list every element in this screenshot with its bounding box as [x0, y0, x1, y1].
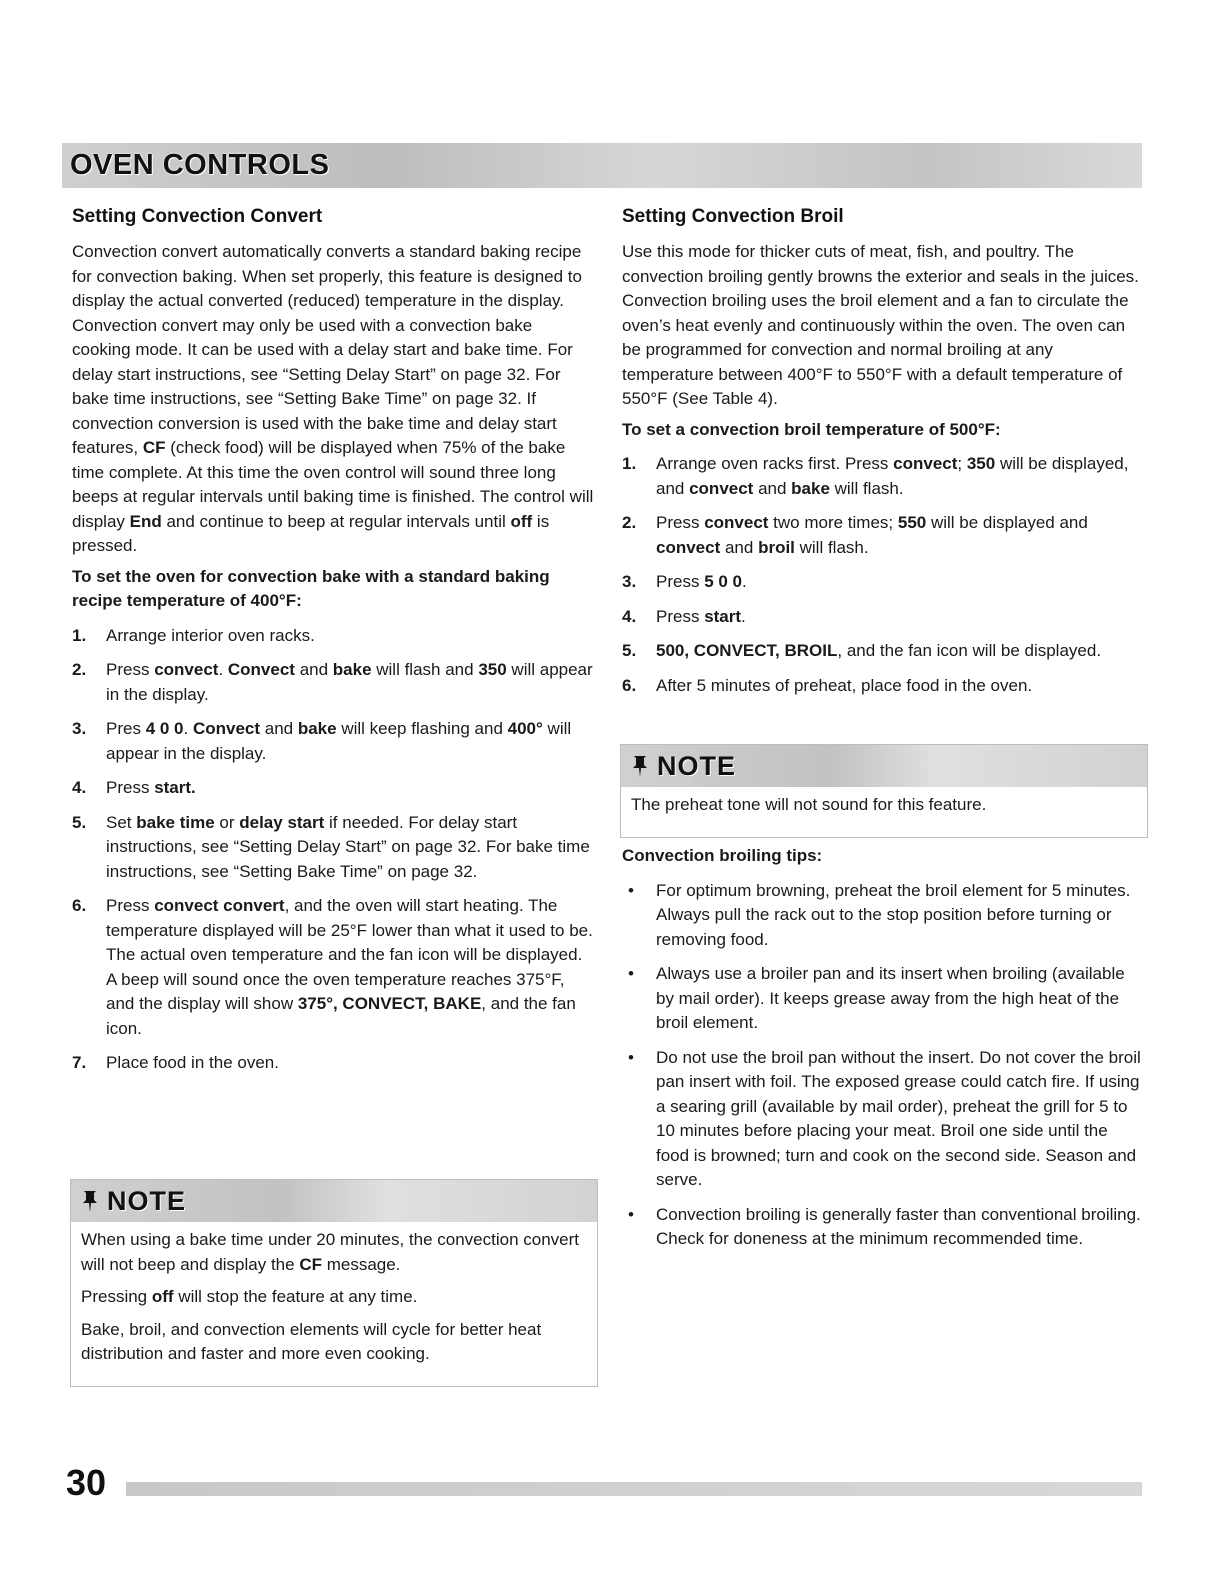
- bold-term: start.: [154, 778, 196, 797]
- tips-heading: Convection broiling tips:: [622, 846, 823, 865]
- list-item: 6. Press convect convert, and the oven will start heating. The temperature displayed will be 25°F lower than what it used to be. The actual oven temperature and the fan icon will be displayed. A beep will sound once the oven temperature reaches 375°F, and the display will show 375°, CONVECT, BAKE, and the fan icon.: [72, 896, 593, 1038]
- bold-term: off: [510, 511, 533, 531]
- step-number: 5.: [622, 641, 637, 660]
- convection-broil-intro: Use this mode for thicker cuts of meat, fish, and poultry. The convection broiling gently browns the exterior and seals in the juices. Convection broiling uses the broil element and a fan to circulate the oven’s heat evenly and continuously within the oven. The oven can be programmed for convection and normal broiling at any temperature between 400°F to 550°F with a default temperature of 550°F (See Table 4).: [622, 242, 1139, 408]
- bullet: •: [628, 964, 634, 983]
- convection-broil-subheading: To set a convection broil temperature of 500°F:: [622, 419, 1001, 439]
- list-item: 5. Set bake time or delay start if needed. For delay start instructions, see “Setting Delay Start” on page 32. For bake time instructions, see “Setting Bake Time” on page 32.: [72, 812, 590, 881]
- note-paragraph: The preheat tone will not sound for this feature.: [631, 795, 987, 814]
- step-number: 6.: [72, 896, 87, 915]
- note-title: NOTE: [107, 1186, 187, 1216]
- list-item: 5. 500, CONVECT, BROIL, and the fan icon will be displayed.: [622, 639, 1144, 664]
- left-column: [72, 206, 594, 1086]
- bullet: •: [628, 1047, 634, 1067]
- bold-term: delay start: [239, 812, 325, 832]
- bold-term: convect: [704, 513, 769, 532]
- list-item: 1. Arrange oven racks first. Press convect; 350 will be displayed, and convect and bake will flash.: [622, 454, 1129, 498]
- list-item: 4. Press start.: [72, 776, 594, 801]
- bold-term: End: [129, 511, 162, 531]
- note-pin-icon: [81, 1189, 99, 1213]
- step-number: 4.: [72, 778, 87, 797]
- convection-convert-subheading: To set the oven for convection bake with a standard baking recipe temperature of 400°F:: [72, 566, 550, 610]
- bold-term: Convect: [192, 719, 261, 738]
- list-item: • Do not use the broil pan without the insert. Do not cover the broil pan insert with foil. The exposed grease could catch fire. If using a searing grill (available by mail order), preheat the grill for 5 to 10 minutes before placing your meat. Broil one side until the food is browned; turn and cook on the second side. Season and serve.: [628, 1047, 1141, 1189]
- note-pin-icon: [631, 754, 649, 778]
- footer-bar: [126, 1482, 1142, 1496]
- convection-broil-steps: [622, 452, 1144, 698]
- step-number: 6.: [622, 675, 637, 695]
- convection-broil-note: [620, 744, 1148, 838]
- list-item: 3. Press 5 0 0.: [622, 570, 1144, 595]
- note-header: [621, 745, 1147, 787]
- bold-term: start: [704, 606, 742, 626]
- bold-term: 500, CONVECT, BROIL: [656, 641, 838, 660]
- right-column: [622, 206, 1144, 708]
- convection-convert-heading: Setting Convection Convert: [72, 206, 323, 227]
- bullet: •: [628, 1204, 634, 1224]
- bold-term: convect: [689, 478, 754, 498]
- convection-convert-steps: [72, 624, 594, 1076]
- step-number: 2.: [72, 660, 87, 679]
- step-number: 5.: [72, 812, 87, 832]
- bold-term: 5 0 0: [704, 572, 742, 591]
- list-item: 2. Press convect. Convect and bake will flash and 350 will appear in the display.: [72, 660, 593, 704]
- note-body: [621, 787, 1147, 834]
- list-item: 4. Press start.: [622, 605, 1144, 630]
- bold-term: convect: [154, 660, 219, 679]
- list-item: • Always use a broiler pan and its insert when broiling (available by mail order). It keeps grease away from the high heat of the broil element.: [628, 964, 1125, 1032]
- section-title: OVEN CONTROLS: [70, 149, 330, 181]
- bold-term: 375°, CONVECT, BAKE: [297, 994, 482, 1013]
- bold-term: broil: [758, 537, 795, 557]
- bold-term: convect: [893, 454, 958, 473]
- step-number: 7.: [72, 1053, 87, 1072]
- bullet: •: [628, 880, 634, 900]
- bold-term: 400°: [507, 719, 543, 738]
- convection-convert-note: [70, 1179, 598, 1387]
- bold-term: bake: [791, 478, 830, 498]
- list-item: • For optimum browning, preheat the broil element for 5 minutes. Always pull the rack out to the stop position before turning or removing food.: [628, 880, 1131, 949]
- tips-section: [622, 844, 1144, 1262]
- bold-term: CF: [299, 1254, 322, 1274]
- note-header: [71, 1180, 597, 1222]
- note-paragraph: Pressing off will stop the feature at any time.: [81, 1287, 418, 1306]
- list-item: 7. Place food in the oven.: [72, 1051, 594, 1076]
- bold-term: 350: [966, 454, 996, 473]
- note-paragraph: Bake, broil, and convection elements will cycle for better heat distribution and faster and more even cooking.: [81, 1319, 542, 1363]
- list-item: • Convection broiling is generally faster than conventional broiling. Check for doneness at the minimum recommended time.: [628, 1204, 1141, 1248]
- bold-term: 550: [897, 513, 927, 532]
- step-number: 3.: [622, 572, 637, 591]
- bold-term: convect convert: [154, 896, 285, 915]
- bold-term: 4 0 0: [145, 719, 184, 738]
- bold-term: bake: [332, 660, 372, 679]
- bold-term: bake: [297, 719, 337, 738]
- list-item: 2. Press convect two more times; 550 will be displayed and convect and broil will flash.: [622, 513, 1088, 557]
- step-number: 2.: [622, 513, 637, 532]
- bold-term: Convect: [227, 660, 295, 679]
- bold-term: 350: [478, 660, 507, 679]
- note-body: [71, 1222, 597, 1383]
- step-number: 4.: [622, 606, 637, 626]
- bold-term: convect: [656, 537, 721, 557]
- tips-list: [622, 879, 1144, 1252]
- step-number: 3.: [72, 719, 87, 738]
- convection-convert-intro: Convection convert automatically converts a standard baking recipe for convection baking. When set properly, this feature is designed to display the actual converted (reduced) temperature in the display. Convection convert may only be used with a convection bake cooking mode. It can be used with a delay start and bake time. For delay start instructions, see “Setting Delay Start” on page 32. For bake time instructions, see “Setting Bake Time” on page 32. If convection conversion is used with the bake time and delay start features, CF (check food) will be displayed when 75% of the bake time complete. At this time the oven control will sound three long beeps at regular intervals until baking time is finished. The control will display End and continue to beep at regular intervals until off is pressed.: [72, 242, 594, 555]
- list-item: 6. After 5 minutes of preheat, place food in the oven.: [622, 674, 1144, 699]
- bold-term: bake time: [136, 812, 215, 832]
- step-number: 1.: [622, 454, 637, 473]
- note-paragraph: When using a bake time under 20 minutes, the convection convert will not beep and display the CF message.: [81, 1230, 580, 1274]
- convection-broil-heading: Setting Convection Broil: [622, 206, 844, 227]
- step-number: 1.: [72, 625, 87, 645]
- bold-term: CF: [142, 438, 166, 457]
- list-item: 3. Pres 4 0 0. Convect and bake will keep flashing and 400° will appear in the display.: [72, 719, 572, 763]
- page-number: 30: [66, 1462, 107, 1503]
- note-title: NOTE: [657, 751, 737, 781]
- list-item: 1. Arrange interior oven racks.: [72, 624, 594, 649]
- bold-term: off: [151, 1287, 174, 1306]
